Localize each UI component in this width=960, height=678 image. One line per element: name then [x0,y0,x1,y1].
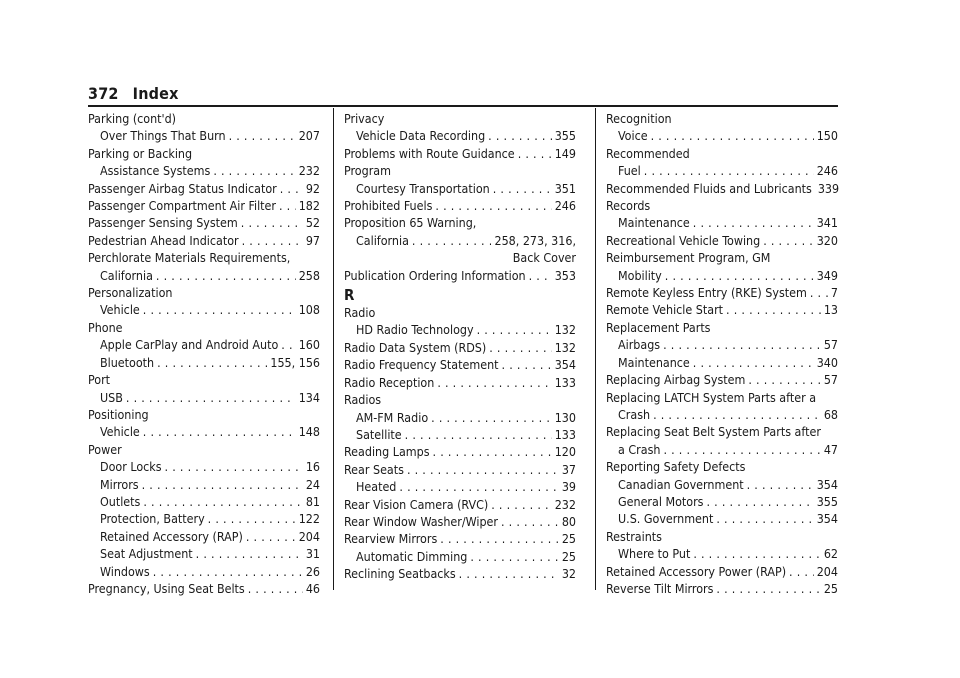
leader-dots [143,301,296,318]
leader-dots [477,321,552,338]
entry-text: U.S. Government [618,511,714,527]
entry-text: Vehicle Data Recording [356,128,486,144]
index-entry [606,127,838,144]
entry-page: 52 [305,215,320,231]
entry-text: Satellite [356,426,402,442]
page-number: 372 [88,84,119,103]
entry-page: 16 [305,459,320,475]
leader-dots [437,374,551,391]
entry-page: 46 [305,580,320,596]
index-entry [606,563,838,580]
entry-page: 320 [816,232,838,248]
index-heading: Program [344,163,391,179]
index-entry [88,493,320,510]
leader-dots [501,513,559,530]
index-entry [344,374,576,391]
leader-dots [518,145,552,162]
entry-text: Airbags [618,337,661,353]
index-entry [88,510,320,527]
index-entry [344,565,576,582]
entry-page: 81 [305,493,320,509]
leader-dots [412,232,492,249]
entry-page: 134 [298,389,320,405]
entry-text: Passenger Compartment Air Filter [88,198,276,214]
index-entry [88,563,320,580]
entry-text: Mirrors [100,476,139,492]
entry-page: 246 [816,163,838,179]
index-entry [606,406,838,423]
entry-page: 37 [561,461,576,477]
entry-text: Voice [618,128,648,144]
page-title: Index [132,84,179,103]
entry-text: Heated [356,479,397,495]
index-column-1 [88,110,320,597]
entry-page: 232 [554,496,576,512]
leader-dots [143,493,302,510]
entry-page: 340 [816,354,838,370]
leader-dots [693,214,814,231]
entry-text: Reverse Tilt Mirrors [606,580,714,596]
entry-text: Problems with Route Guidance [344,145,515,161]
index-entry [88,336,320,353]
entry-page: 354 [816,476,838,492]
index-entry [344,232,576,249]
entry-text: Recommended Fluids and Lubricants [606,180,812,196]
entry-text: Apple CarPlay and Android Auto [100,337,279,353]
entry-page: 130 [554,409,576,425]
entry-page: 13 [823,302,838,318]
entry-page: 355 [816,493,838,509]
index-entry [88,389,320,406]
entry-text: a Crash [618,441,661,457]
index-entry [344,145,576,162]
entry-text: Rear Vision Camera (RVC) [344,496,489,512]
index-entry [344,267,576,284]
entry-text: California [100,267,153,283]
index-entry [606,301,838,318]
index-heading: Restraints [606,528,662,544]
leader-dots [716,580,820,597]
entry-page: 24 [305,476,320,492]
leader-dots [126,389,296,406]
index-heading: Records [606,198,651,214]
leader-dots [502,356,552,373]
entry-text: Rear Seats [344,461,404,477]
entry-text: Rear Window Washer/Wiper [344,513,498,529]
entry-page: 47 [823,441,838,457]
entry-page: 232 [298,163,320,179]
index-entry [88,301,320,318]
leader-dots [493,180,552,197]
entry-page: 57 [823,337,838,353]
index-entry [606,371,838,388]
leader-dots [665,267,814,284]
entry-page: 25 [561,548,576,564]
entry-text: Automatic Dimming [356,548,468,564]
index-entry [344,127,576,144]
index-entry [88,214,320,231]
entry-page: 160 [298,337,320,353]
index-heading: Parking (cont'd) [88,111,177,126]
index-entry [88,267,320,284]
leader-dots [407,461,559,478]
page-header [88,84,179,103]
entry-text: Maintenance [618,215,690,231]
entry-text: Radio Reception [344,374,435,390]
leader-dots [488,127,552,144]
entry-text: Vehicle [100,424,140,440]
leader-dots [470,548,558,565]
entry-text: Fuel [618,163,641,179]
leader-dots [153,563,303,580]
leader-dots [651,127,814,144]
entry-page: 258, 273, 316, [494,232,576,248]
leader-dots [399,478,558,495]
entry-text: Reclining Seatbacks [344,566,456,582]
index-entry [344,496,576,513]
entry-page: 132 [554,339,576,355]
index-entry [88,528,320,545]
index-entry [88,197,320,214]
index-heading: Proposition 65 Warning, [344,215,477,231]
entry-page: 155, 156 [270,354,320,370]
entry-text: Crash [618,406,651,422]
entry-text: Recreational Vehicle Towing [606,232,761,248]
entry-page: 246 [554,198,576,214]
leader-dots [763,232,814,249]
index-entry [88,127,320,144]
entry-page: 133 [554,426,576,442]
index-column-3 [606,110,838,597]
leader-dots [435,197,551,214]
index-entry [606,336,838,353]
leader-dots [248,580,303,597]
entry-page: 204 [298,528,320,544]
entry-page: 339 [817,180,840,196]
index-entry [606,545,838,562]
entry-text: California [356,232,409,248]
entry-text: Rearview Mirrors [344,531,438,547]
header-rule [88,105,838,107]
entry-page: 62 [823,546,838,562]
entry-page: 32 [561,566,576,582]
entry-page: 25 [823,580,838,596]
entry-text: Bluetooth [100,354,155,370]
index-entry [344,478,576,495]
entry-text: Prohibited Fuels [344,198,433,214]
index-entry [344,197,576,214]
leader-dots [726,301,821,318]
index-entry [606,510,838,527]
index-entry [88,354,320,371]
index-entry [88,232,320,249]
index-entry [606,180,838,197]
index-entry [344,513,576,530]
entry-page: 120 [554,444,576,460]
index-entry [606,162,838,179]
index-heading: Replacing LATCH System Parts after a [606,389,817,405]
entry-text: Pregnancy, Using Seat Belts [88,580,245,596]
index-entry [606,476,838,493]
index-entry [88,476,320,493]
leader-dots [707,493,814,510]
index-entry [606,267,838,284]
leader-dots [433,443,552,460]
index-heading: Privacy [344,111,385,126]
entry-page: 258 [298,267,320,283]
entry-text: Remote Keyless Entry (RKE) System [606,285,807,301]
entry-page: 150 [816,128,838,144]
entry-text: Pedestrian Ahead Indicator [88,232,239,248]
entry-text: Reading Lamps [344,444,430,460]
leader-dots [747,476,814,493]
index-entry [88,458,320,475]
index-entry [606,214,838,231]
entry-text: Remote Vehicle Start [606,302,724,318]
index-entry [606,284,838,301]
entry-page: 108 [298,302,320,318]
entry-text: HD Radio Technology [356,322,474,338]
leader-dots [716,510,813,527]
leader-dots [489,339,552,356]
entry-page: 26 [305,563,320,579]
entry-text: Courtesy Transportation [356,180,490,196]
index-heading: Replacing Seat Belt System Parts after [606,424,821,440]
leader-dots [405,426,552,443]
index-heading: Recommended [606,145,690,161]
index-entry [344,339,576,356]
leader-dots [229,127,296,144]
entry-text: Maintenance [618,354,690,370]
entry-page: 354 [554,357,576,373]
leader-dots [491,496,551,513]
leader-dots [663,336,821,353]
index-entry [344,426,576,443]
leader-dots [157,354,267,371]
index-entry [344,356,576,373]
leader-dots [156,267,296,284]
entry-text: Door Locks [100,459,162,475]
entry-text: Retained Accessory Power (RAP) [606,563,787,579]
entry-page: 132 [554,322,576,338]
index-entry [606,441,838,458]
index-entry [606,493,838,510]
leader-dots [279,197,296,214]
entry-text: Protection, Battery [100,511,205,527]
entry-text: Radio Data System (RDS) [344,339,487,355]
index-heading: Port [88,372,111,388]
entry-page: 122 [298,511,320,527]
index-heading: Parking or Backing [88,145,193,161]
leader-dots [529,267,552,284]
index-entry [606,232,838,249]
entry-page: 68 [823,406,838,422]
entry-page: 204 [816,563,838,579]
entry-page: 355 [554,128,576,144]
leader-dots [693,354,814,371]
entry-text: Radio Frequency Statement [344,357,499,373]
entry-text: Passenger Sensing System [88,215,238,231]
leader-dots [196,545,303,562]
leader-dots [280,180,303,197]
index-heading: Positioning [88,406,149,422]
index-entry [344,548,576,565]
entry-page: 349 [816,267,838,283]
index-column-2 [344,110,576,583]
leader-dots [165,458,303,475]
index-entry [606,354,838,371]
entry-page: 353 [554,267,576,283]
leader-dots [242,232,303,249]
leader-dots [693,545,820,562]
entry-text: Vehicle [100,302,140,318]
index-entry [344,409,576,426]
index-entry [344,443,576,460]
entry-page: 31 [305,546,320,562]
index-entry [88,580,320,597]
entry-text: Assistance Systems [100,163,211,179]
entry-page: 39 [561,479,576,495]
leader-dots [663,441,820,458]
entry-page: 351 [554,180,576,196]
index-entry [344,461,576,478]
index-entry [344,530,576,547]
entry-page-continued: Back Cover [512,250,576,266]
index-heading: Radio [344,305,376,321]
entry-text: AM-FM Radio [356,409,429,425]
index-heading: Personalization [88,285,173,301]
entry-text: Windows [100,563,150,579]
entry-text: General Motors [618,493,704,509]
index-heading: Reporting Safety Defects [606,459,746,475]
entry-text: Canadian Government [618,476,744,492]
entry-page: 133 [554,374,576,390]
entry-page: 97 [305,232,320,248]
index-entry [88,423,320,440]
index-entry [606,580,838,597]
entry-text: Publication Ordering Information [344,267,526,283]
entry-text: USB [100,389,123,405]
entry-page: 80 [561,513,576,529]
index-heading: Power [88,441,122,457]
index-heading: Recognition [606,111,672,126]
leader-dots [748,371,820,388]
index-heading: Phone [88,319,123,335]
entry-page: 57 [823,372,838,388]
leader-dots [644,162,814,179]
leader-dots [241,214,303,231]
column-divider [595,108,596,590]
entry-page: 149 [554,145,576,161]
entry-text: Over Things That Burn [100,128,226,144]
leader-dots [431,409,552,426]
entry-page: 92 [305,180,320,196]
leader-dots [142,476,303,493]
index-entry [88,180,320,197]
leader-dots [810,284,828,301]
index-entry [88,545,320,562]
leader-dots [208,510,296,527]
index-heading: Replacement Parts [606,319,711,335]
index-heading: Perchlorate Materials Requirements, [88,250,291,266]
entry-text: Retained Accessory (RAP) [100,528,243,544]
index-entry [344,180,576,197]
index-entry [88,162,320,179]
leader-dots [789,563,814,580]
leader-dots [281,336,295,353]
entry-page: 341 [816,215,838,231]
leader-dots [459,565,559,582]
entry-page: 182 [298,198,320,214]
entry-page: 25 [561,531,576,547]
entry-text: Where to Put [618,546,691,562]
leader-dots [213,162,295,179]
entry-text: Mobility [618,267,662,283]
entry-page: 207 [298,128,320,144]
entry-page: 7 [830,285,838,301]
leader-dots [440,530,559,547]
section-letter: R [344,286,355,305]
index-heading: Radios [344,392,382,408]
index-heading: Reimbursement Program, GM [606,250,771,266]
leader-dots [246,528,296,545]
leader-dots [653,406,821,423]
leader-dots [143,423,296,440]
entry-text: Seat Adjustment [100,546,193,562]
column-divider [333,108,334,590]
entry-page: 148 [298,424,320,440]
entry-text: Outlets [100,493,141,509]
index-entry [344,321,576,338]
entry-text: Replacing Airbag System [606,372,746,388]
entry-page: 354 [816,511,838,527]
entry-text: Passenger Airbag Status Indicator [88,180,277,196]
